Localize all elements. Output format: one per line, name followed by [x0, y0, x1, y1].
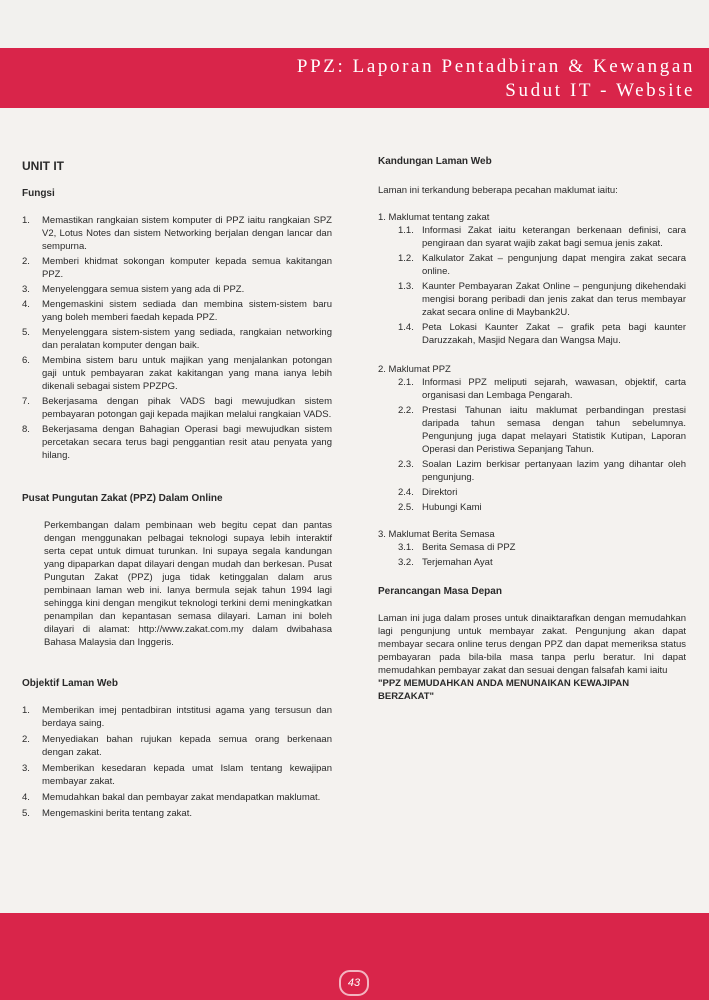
- list-item: 7. Bekerjasama dengan pihak VADS bagi mewujudkan sistem pembayaran potongan gaji kepada majikan melalui rangkaian VADS.: [22, 396, 332, 420]
- kandungan-heading: Kandungan Laman Web: [378, 156, 492, 167]
- list-item: 2.1. Informasi PPZ meliputi sejarah, wawasan, objektif, carta organisasi dan Lembaga Pengarah.: [398, 377, 686, 401]
- objektif-list: [22, 704, 332, 820]
- fungsi-heading: Fungsi: [22, 188, 55, 199]
- list-item: 5. Menyelenggara sistem-sistem yang sediada, rangkaian networking dan peralatan komputer dengan baik.: [22, 327, 332, 351]
- list-item: 2.2. Prestasi Tahunan iaitu maklumat perbandingan prestasi daripada tahun semasa dengan tahun sebelumnya. Pengunjung juga dapat melayari Statistik Kutipan, Laporan Operasi dan Peristiwa Sepanjang Tahun.: [398, 405, 686, 455]
- perancangan-paragraph: Laman ini juga dalam proses untuk dinaiktarafkan dengan memudahkan lagi pengunjung untuk membayar zakat. Pengunjung akan dapat membayar secara online terus dengan PPZ dan dapat memeriksa status pembayaran pada bila-bila masa tanpa perlu beratur. Ini dapat memudahkan pembayar zakat dan sesuai dengan falsafah kami iaitu: [378, 613, 686, 676]
- list-item: 6. Membina sistem baru untuk majikan yang menjalankan potongan gaji untuk pembayaran zakat kakitangan yang mana ianya lebih dikenali sebagai sistem PPZPG.: [22, 355, 332, 392]
- content-group: [378, 211, 686, 347]
- group-title: 1. Maklumat tentang zakat: [378, 212, 490, 223]
- list-item: 3. Memberikan kesedaran kepada umat Islam tentang kewajipan membayar zakat.: [22, 763, 332, 787]
- slogan: "PPZ MEMUDAHKAN ANDA MENUNAIKAN KEWAJIPAN BERZAKAT": [378, 678, 630, 702]
- list-item: 4. Mengemaskini sistem sediada dan membina sistem-sistem baru yang boleh memberi faedah kepada PPZ.: [22, 299, 332, 323]
- page-number: 43: [339, 970, 369, 996]
- page-top-margin: [0, 0, 709, 48]
- list-item: 1. Memastikan rangkaian sistem komputer di PPZ iaitu rangkaian SPZ V2, Lotus Notes dan sistem Networking berjalan dengan lancar dan sempurna.: [22, 215, 332, 252]
- list-item: 3.1. Berita Semasa di PPZ: [398, 542, 516, 553]
- list-item: 3. Menyelenggara semua sistem yang ada di PPZ.: [22, 284, 245, 295]
- objektif-heading: Objektif Laman Web: [22, 678, 118, 689]
- list-item: 1.4. Peta Lokasi Kaunter Zakat – grafik peta bagi kaunter Daruzzakah, Masjid Negara dan Wangsa Maju.: [398, 322, 686, 346]
- list-item: 2. Memberi khidmat sokongan komputer kepada semua kakitangan PPZ.: [22, 256, 332, 280]
- header-title: PPZ: Laporan Pentadbiran & Kewangan: [296, 56, 695, 77]
- list-item: 2.4. Direktori: [398, 487, 458, 498]
- fungsi-list: [22, 214, 332, 462]
- group-title: 2. Maklumat PPZ: [378, 364, 451, 375]
- list-item: 3.2. Terjemahan Ayat: [398, 557, 493, 568]
- list-item: 2.3. Soalan Lazim berkisar pertanyaan lazim yang dihantar oleh pengunjung.: [398, 459, 686, 483]
- list-item: 8. Bekerjasama dengan Bahagian Operasi bagi mewujudkan sistem percetakan secara terus bagi penggantian resit atau penyata yang hilang.: [22, 424, 332, 461]
- content-group: [378, 363, 686, 514]
- unit-title: UNIT IT: [22, 159, 64, 173]
- perancangan-heading: Perancangan Masa Depan: [378, 586, 502, 597]
- content-group: [378, 528, 686, 569]
- list-item: 1.3. Kaunter Pembayaran Zakat Online – pengunjung dikehendaki mengisi borang peribadi dan jenis zakat dan terus membayar zakat secara online di Maybank2U.: [398, 281, 686, 318]
- page-header-banner: [0, 48, 709, 108]
- right-column: [378, 155, 686, 703]
- online-paragraph: Perkembangan dalam pembinaan web begitu cepat dan pantas dengan menggunakan pelbagai teknologi supaya lebih interaktif serta cepat untuk dimuat turunkan. Ini supaya segala kandungan yang dipaparkan dapat dilayari dengan mudah dan berkesan. Pusat Pungutan Zakat (PPZ) juga tidak ketinggalan dalam arus pembinaan laman web ini. Ianya bermula sejak tahun 1994 lagi sehingga kini dengan mengikut teknologi terkini demi meningkatkan penampilan dan kepantasan semasa dilayari. Laman ini boleh dilayari di alamat: http://www.zakat.com.my dalam dwibahasa Bahasa Malaysia dan Inggeris.: [44, 520, 332, 648]
- group-title: 3. Maklumat Berita Semasa: [378, 529, 495, 540]
- list-item: 2.5. Hubungi Kami: [398, 502, 482, 513]
- header-subtitle: Sudut IT - Website: [505, 80, 695, 101]
- left-column: [22, 160, 332, 820]
- list-item: 5. Mengemaskini berita tentang zakat.: [22, 808, 192, 819]
- list-item: 1. Memberikan imej pentadbiran intstitusi agama yang tersusun dan berdaya saing.: [22, 705, 332, 729]
- online-heading: Pusat Pungutan Zakat (PPZ) Dalam Online: [22, 493, 223, 504]
- list-item: 4. Memudahkan bakal dan pembayar zakat mendapatkan maklumat.: [22, 792, 321, 803]
- list-item: 2. Menyediakan bahan rujukan kepada semua orang berkenaan dengan zakat.: [22, 734, 332, 758]
- kandungan-intro: Laman ini terkandung beberapa pecahan maklumat iaitu:: [378, 185, 618, 196]
- list-item: 1.1. Informasi Zakat iaitu keterangan berkenaan definisi, cara pengiraan dan syarat wajib zakat bagi semua jenis zakat.: [398, 225, 686, 249]
- list-item: 1.2. Kalkulator Zakat – pengunjung dapat mengira zakat secara online.: [398, 253, 686, 277]
